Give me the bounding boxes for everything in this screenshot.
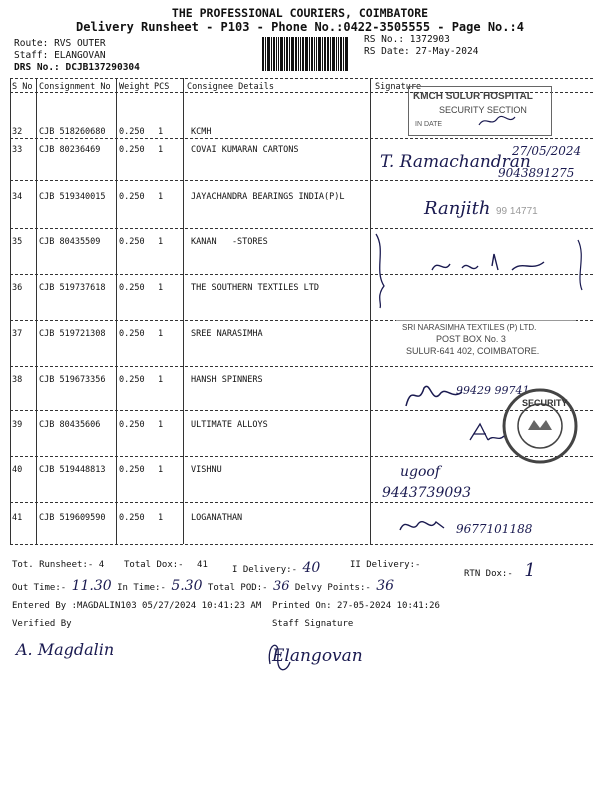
row-weight: 0.250 xyxy=(119,127,145,137)
row-consignee: COVAI KUMARAN CARTONS xyxy=(191,145,299,155)
row-sno: 41 xyxy=(12,513,23,523)
row-sno: 36 xyxy=(12,283,23,293)
row-weight: 0.250 xyxy=(119,329,145,339)
stamp-title: KMCH SULUR HOSPITAL xyxy=(413,91,533,102)
col-rule xyxy=(370,78,371,544)
route-value: RVS OUTER xyxy=(54,38,106,49)
rtn-dox-label: RTN Dox:- xyxy=(464,569,513,579)
delvy-points-value: 36 xyxy=(376,578,395,594)
runsheet-subtitle: Delivery Runsheet - P103 - Phone No.:0422-3505555 - Page No.:4 xyxy=(76,20,524,34)
row-weight: 0.250 xyxy=(119,513,145,523)
stamp-subtitle: SECURITY SECTION xyxy=(439,105,527,115)
receiver-signature: ugoof xyxy=(400,464,441,480)
row-weight: 0.250 xyxy=(119,375,145,385)
receiver-phone: 9043891275 xyxy=(498,166,575,180)
row-pcs: 1 xyxy=(158,127,164,137)
row-divider xyxy=(10,502,593,503)
row-consignment: CJB 519673356 xyxy=(39,375,106,385)
out-time-label: Out Time:- xyxy=(12,583,67,593)
in-time-value: 5.30 xyxy=(171,578,203,594)
row-consignee: LOGANATHAN xyxy=(191,513,243,523)
row-divider xyxy=(10,180,593,181)
row-weight: 0.250 xyxy=(119,237,145,247)
total-dox xyxy=(124,560,208,570)
table-bottom-rule xyxy=(10,544,593,545)
row-sno: 33 xyxy=(12,145,23,155)
ii-delivery xyxy=(350,560,420,570)
signature-scribble xyxy=(264,634,374,680)
row-consignee: VISHNU xyxy=(191,465,222,475)
stamp-line: SRI NARASIMHA TEXTILES (P) LTD. xyxy=(402,323,537,332)
total-dox-value: 41 xyxy=(197,560,208,570)
faded-stamp-phone: 99 14771 xyxy=(496,206,538,217)
rtn-dox xyxy=(464,560,536,581)
delvy-points-label: Delvy Points:- xyxy=(294,583,371,593)
col-rule xyxy=(10,78,11,544)
row-sno: 35 xyxy=(12,237,23,247)
route-label: Route: xyxy=(14,38,49,49)
barcode xyxy=(262,37,357,71)
row-pcs: 1 xyxy=(158,465,164,475)
staff-signature: Elangovan xyxy=(272,646,363,666)
row-pcs: 1 xyxy=(158,192,164,202)
signature-scribble xyxy=(477,113,517,129)
row-pcs: 1 xyxy=(158,375,164,385)
row-pcs: 1 xyxy=(158,329,164,339)
i-delivery xyxy=(232,560,320,576)
rtn-dox-value: 1 xyxy=(524,560,536,581)
rs-no-label: RS No.: xyxy=(364,34,405,45)
delivery-date-handwritten: 27/05/2024 xyxy=(512,144,582,158)
i-delivery-value: 40 xyxy=(302,560,321,576)
stamp-line: SULUR-641 402, COIMBATORE. xyxy=(406,346,540,356)
verifier-signature: A. Magdalin xyxy=(16,640,115,659)
row-consignee: SREE NARASIMHA xyxy=(191,329,263,339)
staff-label: Staff: xyxy=(14,50,49,61)
row-consignee: ULTIMATE ALLOYS xyxy=(191,420,268,430)
drs-line xyxy=(14,62,140,73)
signature-brace-35-36 xyxy=(372,230,592,310)
row-consignment: CJB 518260680 xyxy=(39,127,106,137)
stamp-date-label: IN DATE xyxy=(415,121,443,128)
col-rule xyxy=(36,78,37,544)
row-consignment: CJB 80435509 xyxy=(39,237,101,247)
total-pod-label: Total POD:- xyxy=(207,583,268,593)
rs-no-value: 1372903 xyxy=(409,34,450,45)
row-consignment: CJB 80435606 xyxy=(39,420,101,430)
col-header-consignee: Consignee Details xyxy=(187,82,274,92)
receiver-phone: 99429 99741 xyxy=(456,384,530,397)
row-consignee: THE SOUTHERN TEXTILES LTD xyxy=(191,283,319,293)
row-consignment: CJB 80236469 xyxy=(39,145,101,155)
col-rule xyxy=(116,78,117,544)
signature-scribble xyxy=(466,420,506,444)
row-consignee: KCMH xyxy=(191,127,212,137)
row-consignment: CJB 519340015 xyxy=(39,192,106,202)
route-line xyxy=(14,38,106,49)
row-weight: 0.250 xyxy=(119,465,145,475)
entered-by: Entered By :MAGDALIN103 05/27/2024 10:41:23 AM xyxy=(12,601,262,611)
receiver-phone: 9443739093 xyxy=(382,485,472,501)
company-title: THE PROFESSIONAL COURIERS, COIMBATORE xyxy=(171,6,429,20)
row-pcs: 1 xyxy=(158,420,164,430)
verified-by-label: Verified By xyxy=(12,619,72,629)
rs-date-label: RS Date: xyxy=(364,46,410,57)
row-consignment: CJB 519609590 xyxy=(39,513,106,523)
col-rule xyxy=(183,78,184,544)
receiver-signature: T. Ramachandran xyxy=(380,152,531,172)
row-sno: 40 xyxy=(12,465,23,475)
row-weight: 0.250 xyxy=(119,145,145,155)
row-consignee: JAYACHANDRA BEARINGS INDIA(P)L xyxy=(191,192,345,202)
row-divider xyxy=(10,138,593,139)
tot-runsheet-label: Tot. Runsheet:- xyxy=(12,560,94,570)
stamp-line: POST BOX No. 3 xyxy=(436,334,506,344)
printed-on: Printed On: 27-05-2024 10:41:26 xyxy=(272,601,440,611)
rs-no-line xyxy=(364,34,450,45)
tot-runsheet xyxy=(12,560,104,570)
row-sno: 34 xyxy=(12,192,23,202)
total-dox-label: Total Dox:- xyxy=(124,560,184,570)
i-delivery-label: I Delivery:- xyxy=(232,565,298,575)
row-consignee: HANSH SPINNERS xyxy=(191,375,263,385)
in-time-label: In Time:- xyxy=(117,583,166,593)
row-sno: 32 xyxy=(12,127,23,137)
row-consignment: CJB 519737618 xyxy=(39,283,106,293)
receiver-phone: 9677101188 xyxy=(456,522,533,536)
drs-value: DCJB137290304 xyxy=(65,62,140,73)
narasimha-textiles-stamp xyxy=(396,320,576,363)
kcmh-security-stamp xyxy=(408,86,552,136)
row-sno: 37 xyxy=(12,329,23,339)
staff-value: ELANGOVAN xyxy=(54,50,106,61)
row-weight: 0.250 xyxy=(119,283,145,293)
staff-signature-label: Staff Signature xyxy=(272,619,354,629)
row-weight: 0.250 xyxy=(119,420,145,430)
rs-date-line xyxy=(364,46,478,57)
table-top-rule xyxy=(10,78,593,79)
row-sno: 38 xyxy=(12,375,23,385)
receiver-signature: Ranjith xyxy=(424,198,491,219)
col-header-sno: S No xyxy=(12,82,33,92)
row-consignment: CJB 519721308 xyxy=(39,329,106,339)
row-divider xyxy=(10,366,593,367)
row-pcs: 1 xyxy=(158,145,164,155)
row-pcs: 1 xyxy=(158,237,164,247)
drs-label: DRS No.: xyxy=(14,62,60,73)
row-consignee: KANAN -STORES xyxy=(191,237,268,247)
staff-line xyxy=(14,50,106,61)
row-pcs: 1 xyxy=(158,513,164,523)
row-weight: 0.250 xyxy=(119,192,145,202)
row-pcs: 1 xyxy=(158,283,164,293)
rs-date-value: 27-May-2024 xyxy=(415,46,479,57)
times-line xyxy=(12,578,394,594)
out-time-value: 11.30 xyxy=(71,578,112,594)
tot-runsheet-value: 4 xyxy=(98,560,105,570)
signature-scribble xyxy=(396,512,448,538)
total-pod-value: 36 xyxy=(272,579,290,594)
row-sno: 39 xyxy=(12,420,23,430)
ii-delivery-label: II Delivery:- xyxy=(350,560,421,570)
col-header-consignment: Consignment No xyxy=(39,82,111,92)
row-divider xyxy=(10,228,593,229)
seal-text: SECURITY xyxy=(522,398,568,408)
col-header-signature: Signature xyxy=(375,82,422,92)
col-header-pcs: PCS xyxy=(154,82,170,92)
row-consignment: CJB 519448813 xyxy=(39,465,106,475)
col-header-weight: Weight xyxy=(119,82,150,92)
